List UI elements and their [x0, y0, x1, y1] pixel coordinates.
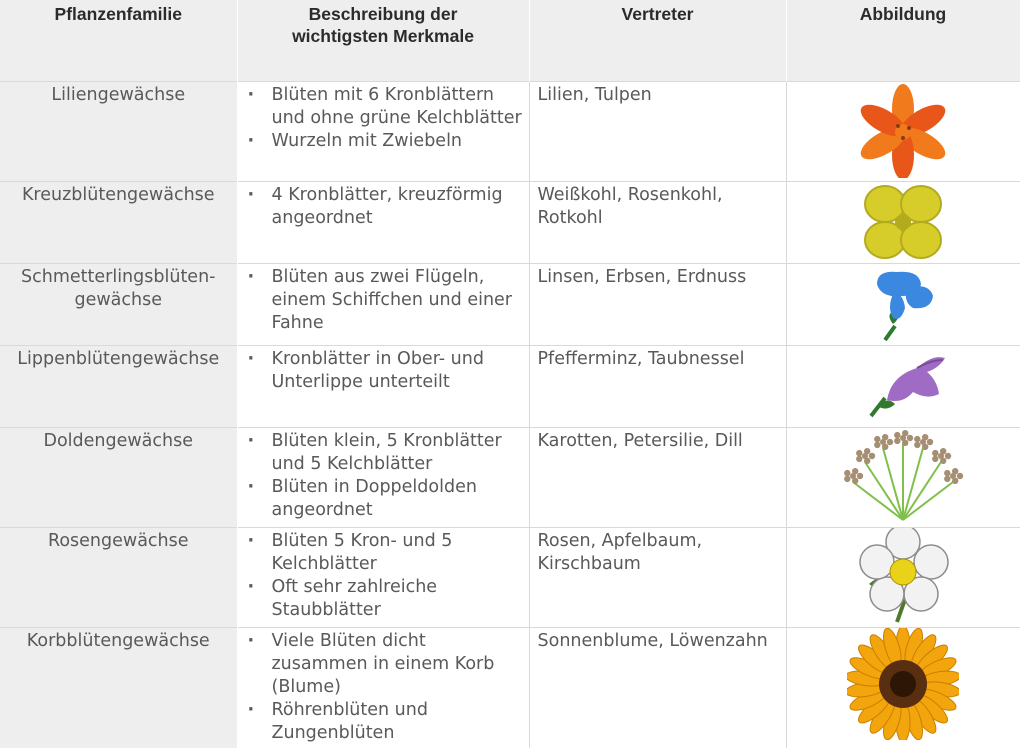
header-description-line: wichtigsten Merkmale	[292, 26, 474, 46]
family-name: Rosengewächse	[47, 530, 189, 551]
umbel-flower-icon	[787, 428, 1020, 524]
rose-flower-icon	[787, 528, 1020, 624]
table-row	[0, 427, 1020, 527]
family-name: Liliengewächse	[51, 84, 186, 105]
table-row	[0, 627, 1020, 748]
description-cell	[237, 527, 529, 627]
feature-list	[246, 266, 523, 335]
feature-item: · Blüten aus zwei Flügeln, einem Schiffchen und einer Fahne	[246, 266, 523, 335]
family-name: Kreuzblütengewächse	[21, 184, 215, 205]
image-cell	[786, 627, 1020, 748]
feature-item: · Wurzeln mit Zwiebeln	[246, 130, 523, 153]
table-row	[0, 81, 1020, 181]
feature-item: · Kronblätter in Ober- und Unterlippe unterteilt	[246, 348, 523, 394]
feature-item: · 4 Kronblätter, kreuzförmig angeordnet	[246, 184, 523, 230]
feature-item: · Röhrenblüten und Zungenblüten	[246, 699, 523, 745]
header-family: Pflanzenfamilie	[0, 0, 237, 81]
sunflower-icon	[787, 628, 1020, 740]
feature-list	[246, 84, 523, 153]
family-cell	[0, 627, 237, 748]
header-representatives: Vertreter	[529, 0, 786, 81]
description-cell	[237, 181, 529, 263]
lily-flower-icon	[787, 82, 1020, 178]
image-cell	[786, 263, 1020, 345]
family-name: gewächse	[74, 289, 162, 310]
family-cell	[0, 427, 237, 527]
family-cell	[0, 263, 237, 345]
feature-item: · Oft sehr zahlreiche Staubblätter	[246, 576, 523, 622]
image-cell	[786, 81, 1020, 181]
feature-item: · Blüten 5 Kron- und 5 Kelchblätter	[246, 530, 523, 576]
table-row	[0, 263, 1020, 345]
lipped-flower-icon	[787, 346, 1020, 424]
feature-item: · Blüten klein, 5 Kronblätter und 5 Kelchblätter	[246, 430, 523, 476]
family-name: Doldengewächse	[43, 430, 194, 451]
image-cell	[786, 181, 1020, 263]
feature-list	[246, 630, 523, 745]
family-cell	[0, 527, 237, 627]
table-row	[0, 181, 1020, 263]
feature-item: · Blüten in Doppeldolden angeordnet	[246, 476, 523, 522]
feature-list	[246, 348, 523, 394]
family-name: Schmetterlingsblüten-	[21, 266, 216, 287]
representatives-cell: Karotten, Petersilie, Dill	[529, 427, 786, 527]
description-cell	[237, 427, 529, 527]
representatives-cell: Linsen, Erbsen, Erdnuss	[529, 263, 786, 345]
header-description	[237, 0, 529, 81]
representatives-cell: Sonnenblume, Löwenzahn	[529, 627, 786, 748]
image-cell	[786, 427, 1020, 527]
header-description-line: Beschreibung der	[308, 4, 458, 24]
feature-list	[246, 184, 523, 230]
header-image: Abbildung	[786, 0, 1020, 81]
feature-list	[246, 430, 523, 522]
table-row	[0, 527, 1020, 627]
image-cell	[786, 527, 1020, 627]
family-cell	[0, 81, 237, 181]
representatives-cell: Rosen, Apfelbaum, Kirschbaum	[529, 527, 786, 627]
table-row	[0, 345, 1020, 427]
header-row	[0, 0, 1020, 81]
representatives-cell: Pfefferminz, Taubnessel	[529, 345, 786, 427]
pea-flower-icon	[787, 264, 1020, 344]
description-cell	[237, 263, 529, 345]
description-cell	[237, 627, 529, 748]
image-cell	[786, 345, 1020, 427]
representatives-cell: Weißkohl, Rosenkohl, Rotkohl	[529, 181, 786, 263]
description-cell	[237, 345, 529, 427]
description-cell	[237, 81, 529, 181]
feature-list	[246, 530, 523, 622]
feature-item: · Viele Blüten dicht zusammen in einem Korb (Blume)	[246, 630, 523, 699]
family-cell	[0, 181, 237, 263]
family-name: Korbblütengewächse	[26, 630, 210, 651]
family-cell	[0, 345, 237, 427]
representatives-cell: Lilien, Tulpen	[529, 81, 786, 181]
crucifer-flower-icon	[787, 182, 1020, 262]
family-name: Lippenblütengewächse	[17, 348, 220, 369]
feature-item: · Blüten mit 6 Kronblättern und ohne grüne Kelchblätter	[246, 84, 523, 130]
